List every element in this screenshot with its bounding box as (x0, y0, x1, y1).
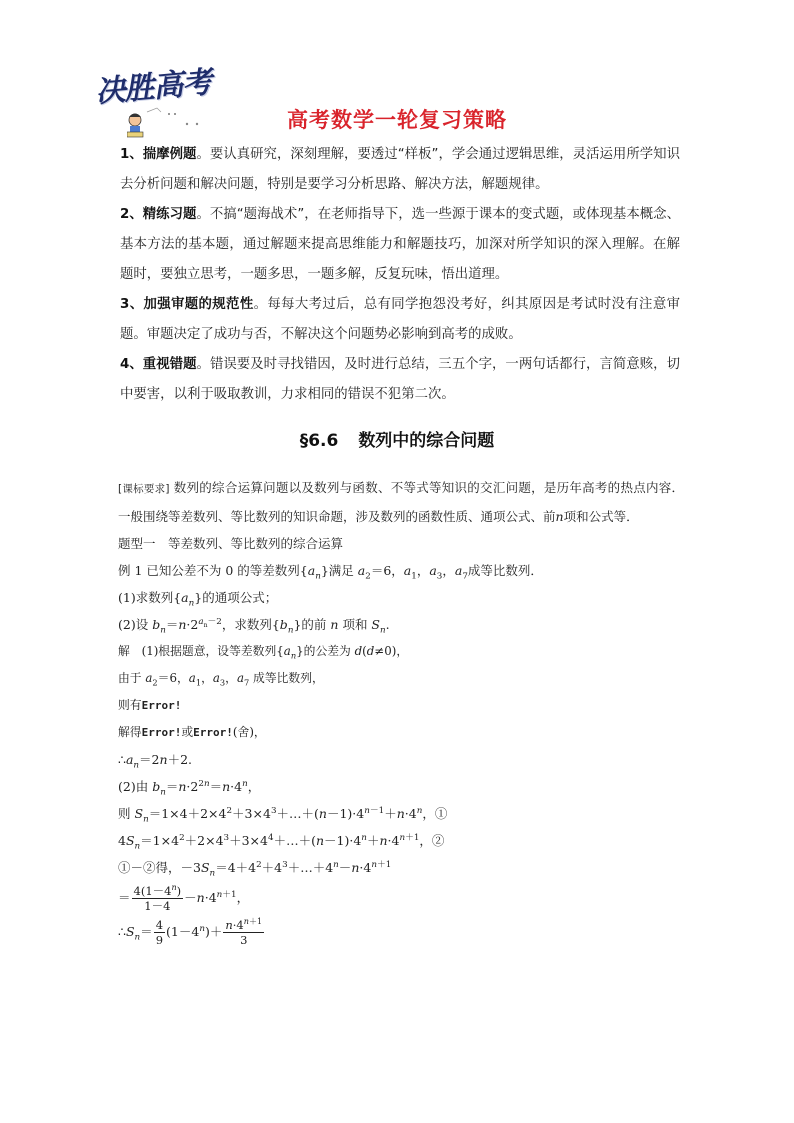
strategy-item-4 (120, 350, 680, 410)
document-title: 高考数学一轮复习策略 (287, 108, 507, 132)
strategy-text: 。错误要及时寻找错因，及时进行总结，三五个字，一两句话都行，言简意赅，切中要害，以利于吸取教训，力求相同的错误不犯第二次。 (120, 357, 680, 402)
solution-line-7: 则 $S_n=1\times 4+2\times 4^2+3\times 4^3+\dots+(n-1)\cdot 4^{n-1}+n\cdot 4^n$，① (118, 805, 448, 825)
section-body (118, 474, 684, 949)
fraction: $\frac{4}{9}$ (155, 918, 164, 947)
solution-line-5: $\therefore a_n=2n+2$. (118, 752, 192, 771)
strategy-lead: 3、加强审题的规范性 (120, 297, 254, 312)
strategy-lead: 2、精练习题 (120, 207, 197, 222)
section-heading: 数列中的综合问题 (358, 431, 495, 451)
strategy-item-3 (120, 290, 680, 350)
problem-type-heading: 题型一 等差数列、等比数列的综合运算 (118, 536, 344, 551)
strategy-list (120, 140, 680, 410)
requirement-tag: [课标要求] (118, 483, 170, 495)
solution-line-8: $4S_n=1\times 4^2+2\times 4^3+3\times 4^4+\dots+(n-1)\cdot 4^n+n\cdot 4^{n+1}$，② (118, 832, 445, 852)
solution-line-4: 解得Error!或Error!(舍)， (118, 725, 266, 739)
solution-line-6: (2)由 $b_n=n\cdot 2^{2n}=n\cdot 4^n$， (118, 778, 261, 798)
fraction: $\frac{4(1-4^n)}{1-4}$ (133, 883, 182, 913)
error-placeholder: Error! (141, 726, 182, 739)
strategy-lead: 4、重视错题 (120, 357, 197, 372)
solution-line-2: 由于 $a_2=6$，$a_1$，$a_3$，$a_7$ 成等比数列， (118, 671, 324, 688)
strategy-text: 。要认真研究，深刻理解，要透过“样板”，学会通过逻辑思维，灵活运用所学知识去分析问题和解决问题，特别是要学习分析思路、解决方法，解题规律。 (120, 147, 680, 192)
question-2: (2)设 $b_n=n\cdot 2^{a_n-2}$，求数列$\{b_n\}$的前 n 项和 $S_n$. (118, 616, 390, 636)
strategy-item-2 (120, 200, 680, 290)
solution-line-9: ①－②得，$-3S_n=4+4^2+4^3+\dots+4^n-n\cdot 4^{n+1}$ (118, 859, 392, 879)
strategy-item-1 (120, 140, 680, 200)
solution-line-11: $\therefore S_n=$ $\frac{4}{9}$ $(1-4^n)+$ $\frac{n\cdot 4^{n+1}}{3}$ (118, 917, 263, 947)
example-statement: 例 1 已知公差不为 0 的等差数列$\{a_n\}$满足 $a_2=6$，$a_1$，$a_3$，$a_7$成等比数列． (118, 563, 543, 582)
solution-line-1: 解 (1)根据题意，设等差数列$\{a_n\}$的公差为 d(d≠0)， (118, 644, 409, 661)
fraction: $\frac{n\cdot 4^{n+1}}{3}$ (225, 917, 263, 947)
solution-line-3: 则有Error! (118, 698, 182, 712)
section-number: §6.6 (299, 431, 339, 451)
strategy-lead: 1、揣摩例题 (120, 147, 197, 162)
curriculum-requirement: [课标要求] 数列的综合运算问题以及数列与函数、不等式等知识的交汇问题，是历年高考的热点内容．一般围绕等差数列、等比数列的知识命题，涉及数列的函数性质、通项公式、前n项和公式等． (118, 480, 684, 524)
solution-line-10: ＝ $\frac{4(1-4^n)}{1-4}$ $-n\cdot 4^{n+1}$， (118, 883, 250, 913)
error-placeholder: Error! (141, 699, 182, 712)
question-1: (1)求数列$\{a_n\}$的通项公式； (118, 590, 278, 609)
section-title (0, 426, 794, 451)
strategy-text: 。不搞“题海战术”，在老师指导下，选一些源于课本的变式题，或体现基本概念、基本方法的基本题，通过解题来提高思维能力和解题技巧，加深对所学知识的深入理解。在解题时，要独立思考，一题多思，一题多解，反复玩味，悟出道理。 (120, 207, 680, 282)
strategy-text: 。每每大考过后，总有同学抱怨没考好，纠其原因是考试时没有注意审题。审题决定了成功与否，不解决这个问题势必影响到高考的成败。 (120, 297, 680, 342)
error-placeholder: Error! (193, 726, 233, 739)
logo-text: 决胜高考 (94, 64, 213, 110)
